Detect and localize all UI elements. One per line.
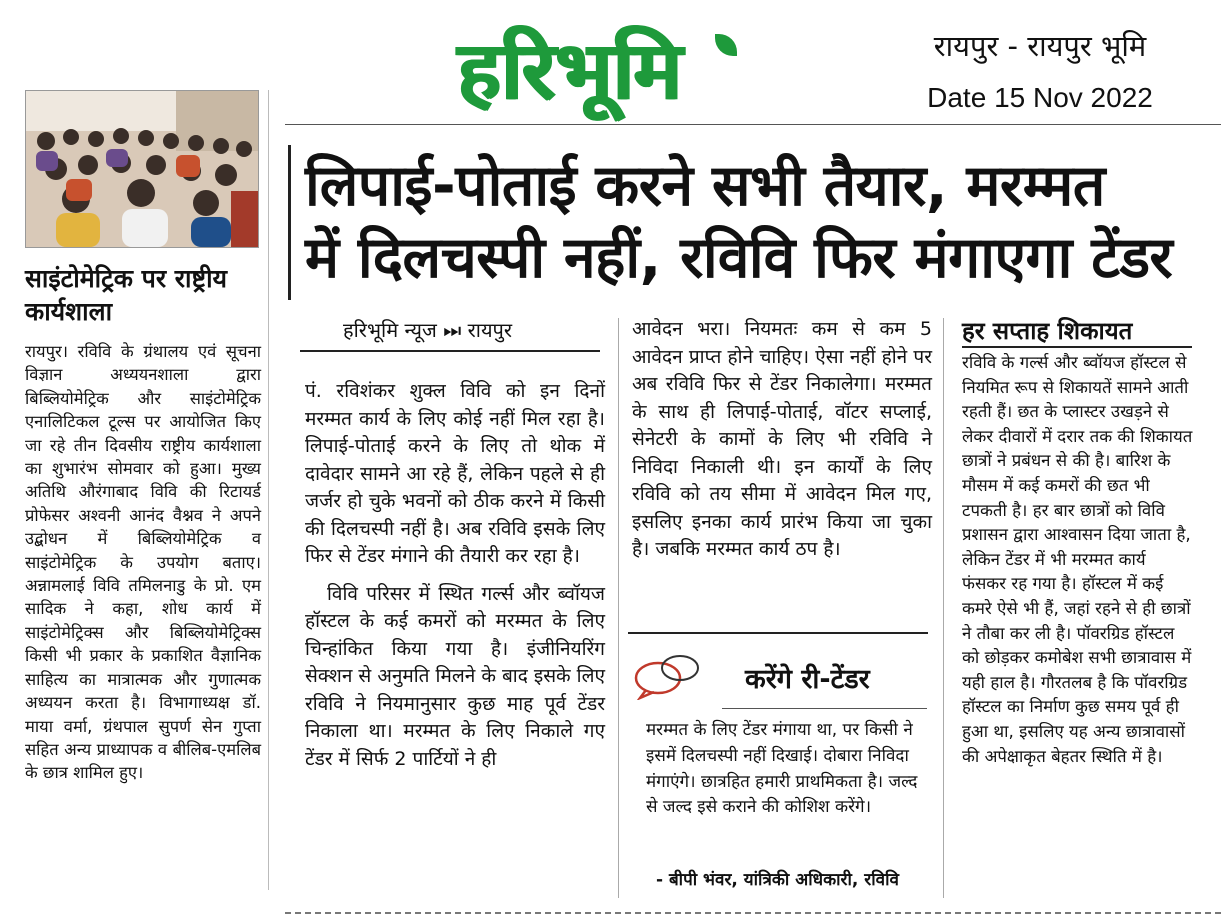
story-column-1 — [305, 378, 605, 773]
newspaper-logo — [395, 24, 745, 117]
headline-bar — [288, 145, 291, 300]
masthead-divider — [285, 124, 1221, 125]
main-headline — [305, 150, 1205, 294]
quote-signature: - बीपी भंवर, यांत्रिकी अधिकारी, रविवि — [656, 870, 899, 890]
story-paragraph-2: विवि परिसर में स्थित गर्ल्स और ब्वॉयज हॉस्टल के कई कमरों को मरम्मत के लिए चिन्हांकित किया गया है। इंजीनियरिंग सेक्शन से अनुमति मिलने के बाद इसके लिए रविवि ने नियमानुसार कुछ माह पूर्व टेंडर निकाला था। मरम्मत के लिए निकाले गए टेंडर में सिर्फ 2 पार्टियों ने ही — [305, 582, 605, 770]
story-column-2: आवेदन भरा। नियमतः कम से कम 5 आवेदन प्राप्त होने चाहिए। ऐसा नहीं होने पर अब रविवि फिर से टेंडर निकालेगा। मरम्मत के साथ ही लिपाई-पोताई, वॉटर सप्लाई, सेनेटरी के कामों के लिए भी रविवि ने निविदा निकाली थी। इन कार्यों के लिए रविवि को तय सीमा में आवेदन मिल गए, इसलिए इनका कार्य प्रारंभ किया जा चुका है। जबकि मरम्मत कार्य ठप है। — [632, 318, 932, 560]
byline-divider — [300, 350, 600, 352]
page-bottom-divider — [285, 912, 1221, 914]
headline-line-2: में दिलचस्पी नहीं, रविवि फिर मंगाएगा टेंडर — [305, 225, 1173, 291]
logo-text: हरिभूमि — [457, 24, 683, 117]
edition-date: Date 15 Nov 2022 — [927, 82, 1153, 113]
story-paragraph-1: पं. रविशंकर शुक्ल विवि को इन दिनों मरम्मत कार्य के लिए कोई नहीं मिल रहा है। लिपाई-पोताई करने के लिए तो थोक में दावेदार सामने आ रहे हैं, लेकिन पहले से ही जर्जर हो चुके भवनों को ठीक करने में किसी की दिलचस्पी नहीं है। अब रविवि इसके लिए फिर से टेंडर मंगाने की तैयारी कर रहा है। — [305, 380, 605, 567]
audience-photo-illustration — [26, 91, 258, 247]
workshop-photo — [25, 90, 259, 248]
complaint-box-title: हर सप्ताह शिकायत — [962, 316, 1192, 348]
headline-line-1: लिपाई-पोताई करने सभी तैयार, मरम्मत — [305, 153, 1105, 219]
quote-box-title: करेंगे री-टेंडर — [745, 664, 870, 695]
speech-bubble-icon — [632, 650, 702, 700]
byline: हरिभूमि न्यूज ⏭ रायपुर — [343, 318, 513, 342]
column-divider — [618, 318, 619, 898]
column-divider — [268, 90, 269, 890]
side-story-body: रायपुर। रविवि के ग्रंथालय एवं सूचना विज्ञान अध्ययनशाला द्वारा बिब्लियोमेट्रिक और साइंटोमेट्रिक एनालिटिकल टूल्स पर आयोजित किए जा रहे तीन दिवसीय राष्ट्रीय कार्यशाला का शुभारंभ सोमवार को हुआ। मुख्य अतिथि औरंगाबाद विवि की रिटायर्ड प्रोफेसर अश्वनी आनंद वैश्नव ने अपने उद्बोधन में बिब्लियोमेट्रिक व साइंटोमेट्रिक के उपयोग बताए। अन्नामलाई विवि तमिलनाडु के प्रो. एम सादिक ने कहा, शोध कार्य में साइंटोमेट्रिक्स और बिब्लियोमेट्रिक्स किसी भी प्रकार के प्रकाशित वैज्ञानिक साहित्य का मात्रात्मक और गुणात्मक अध्ययन करता है। विभागाध्यक्ष डॉ. माया वर्मा, ग्रंथपाल सुपर्ण सेन गुप्ता सहित अन्य प्राध्यापक व बीलिब-एमलिब के छात्र शामिल हुए। — [25, 342, 261, 783]
leaf-icon — [715, 34, 737, 56]
quote-title-underline — [722, 708, 927, 709]
complaint-box-text: रविवि के गर्ल्स और ब्वॉयज हॉस्टल से नियमित रूप से शिकायतें सामने आती रहती हैं। छत के प्लास्टर उखड़ने से लेकर दीवारों में दरार तक की शिकायत छात्रों ने प्रबंधन से की है। बारिश के मौसम में कई कमरों की छत भी टपकती है। हर बार छात्रों को विवि प्रशासन द्वारा आश्वासन दिया जाता है, लेकिन टेंडर में भी मरम्मत कार्य फंसकर रह गया है। हॉस्टल में कई कमरे ऐसे भी हैं, जहां रहने से ही छात्रों ने तौबा कर ली है। पॉवरग्रिड हॉस्टल को छोड़कर कमोबेश सभी छात्रावास में यही हाल है। गौरतलब है कि पॉवरग्रिड हॉस्टल का निर्माण कुछ समय पूर्व ही हुआ था, इसलिए यह अन्य छात्रावासों की अपेक्षाकृत बेहतर स्थिति में है। — [962, 352, 1193, 766]
column-divider — [943, 318, 944, 898]
quote-box-divider — [628, 632, 928, 634]
edition-label: रायपुर - रायपुर भूमि — [933, 29, 1147, 63]
side-story-title: साइंटोमेट्रिक पर राष्ट्रीय कार्यशाला — [25, 264, 228, 326]
quote-text: मरम्मत के लिए टेंडर मंगाया था, पर किसी ने इसमें दिलचस्पी नहीं दिखाई। दोबारा निविदा मंगाएंगे। छात्रहित हमारी प्राथमिकता है। जल्द से जल्द इसे कराने की कोशिश करेंगे। — [646, 720, 918, 818]
